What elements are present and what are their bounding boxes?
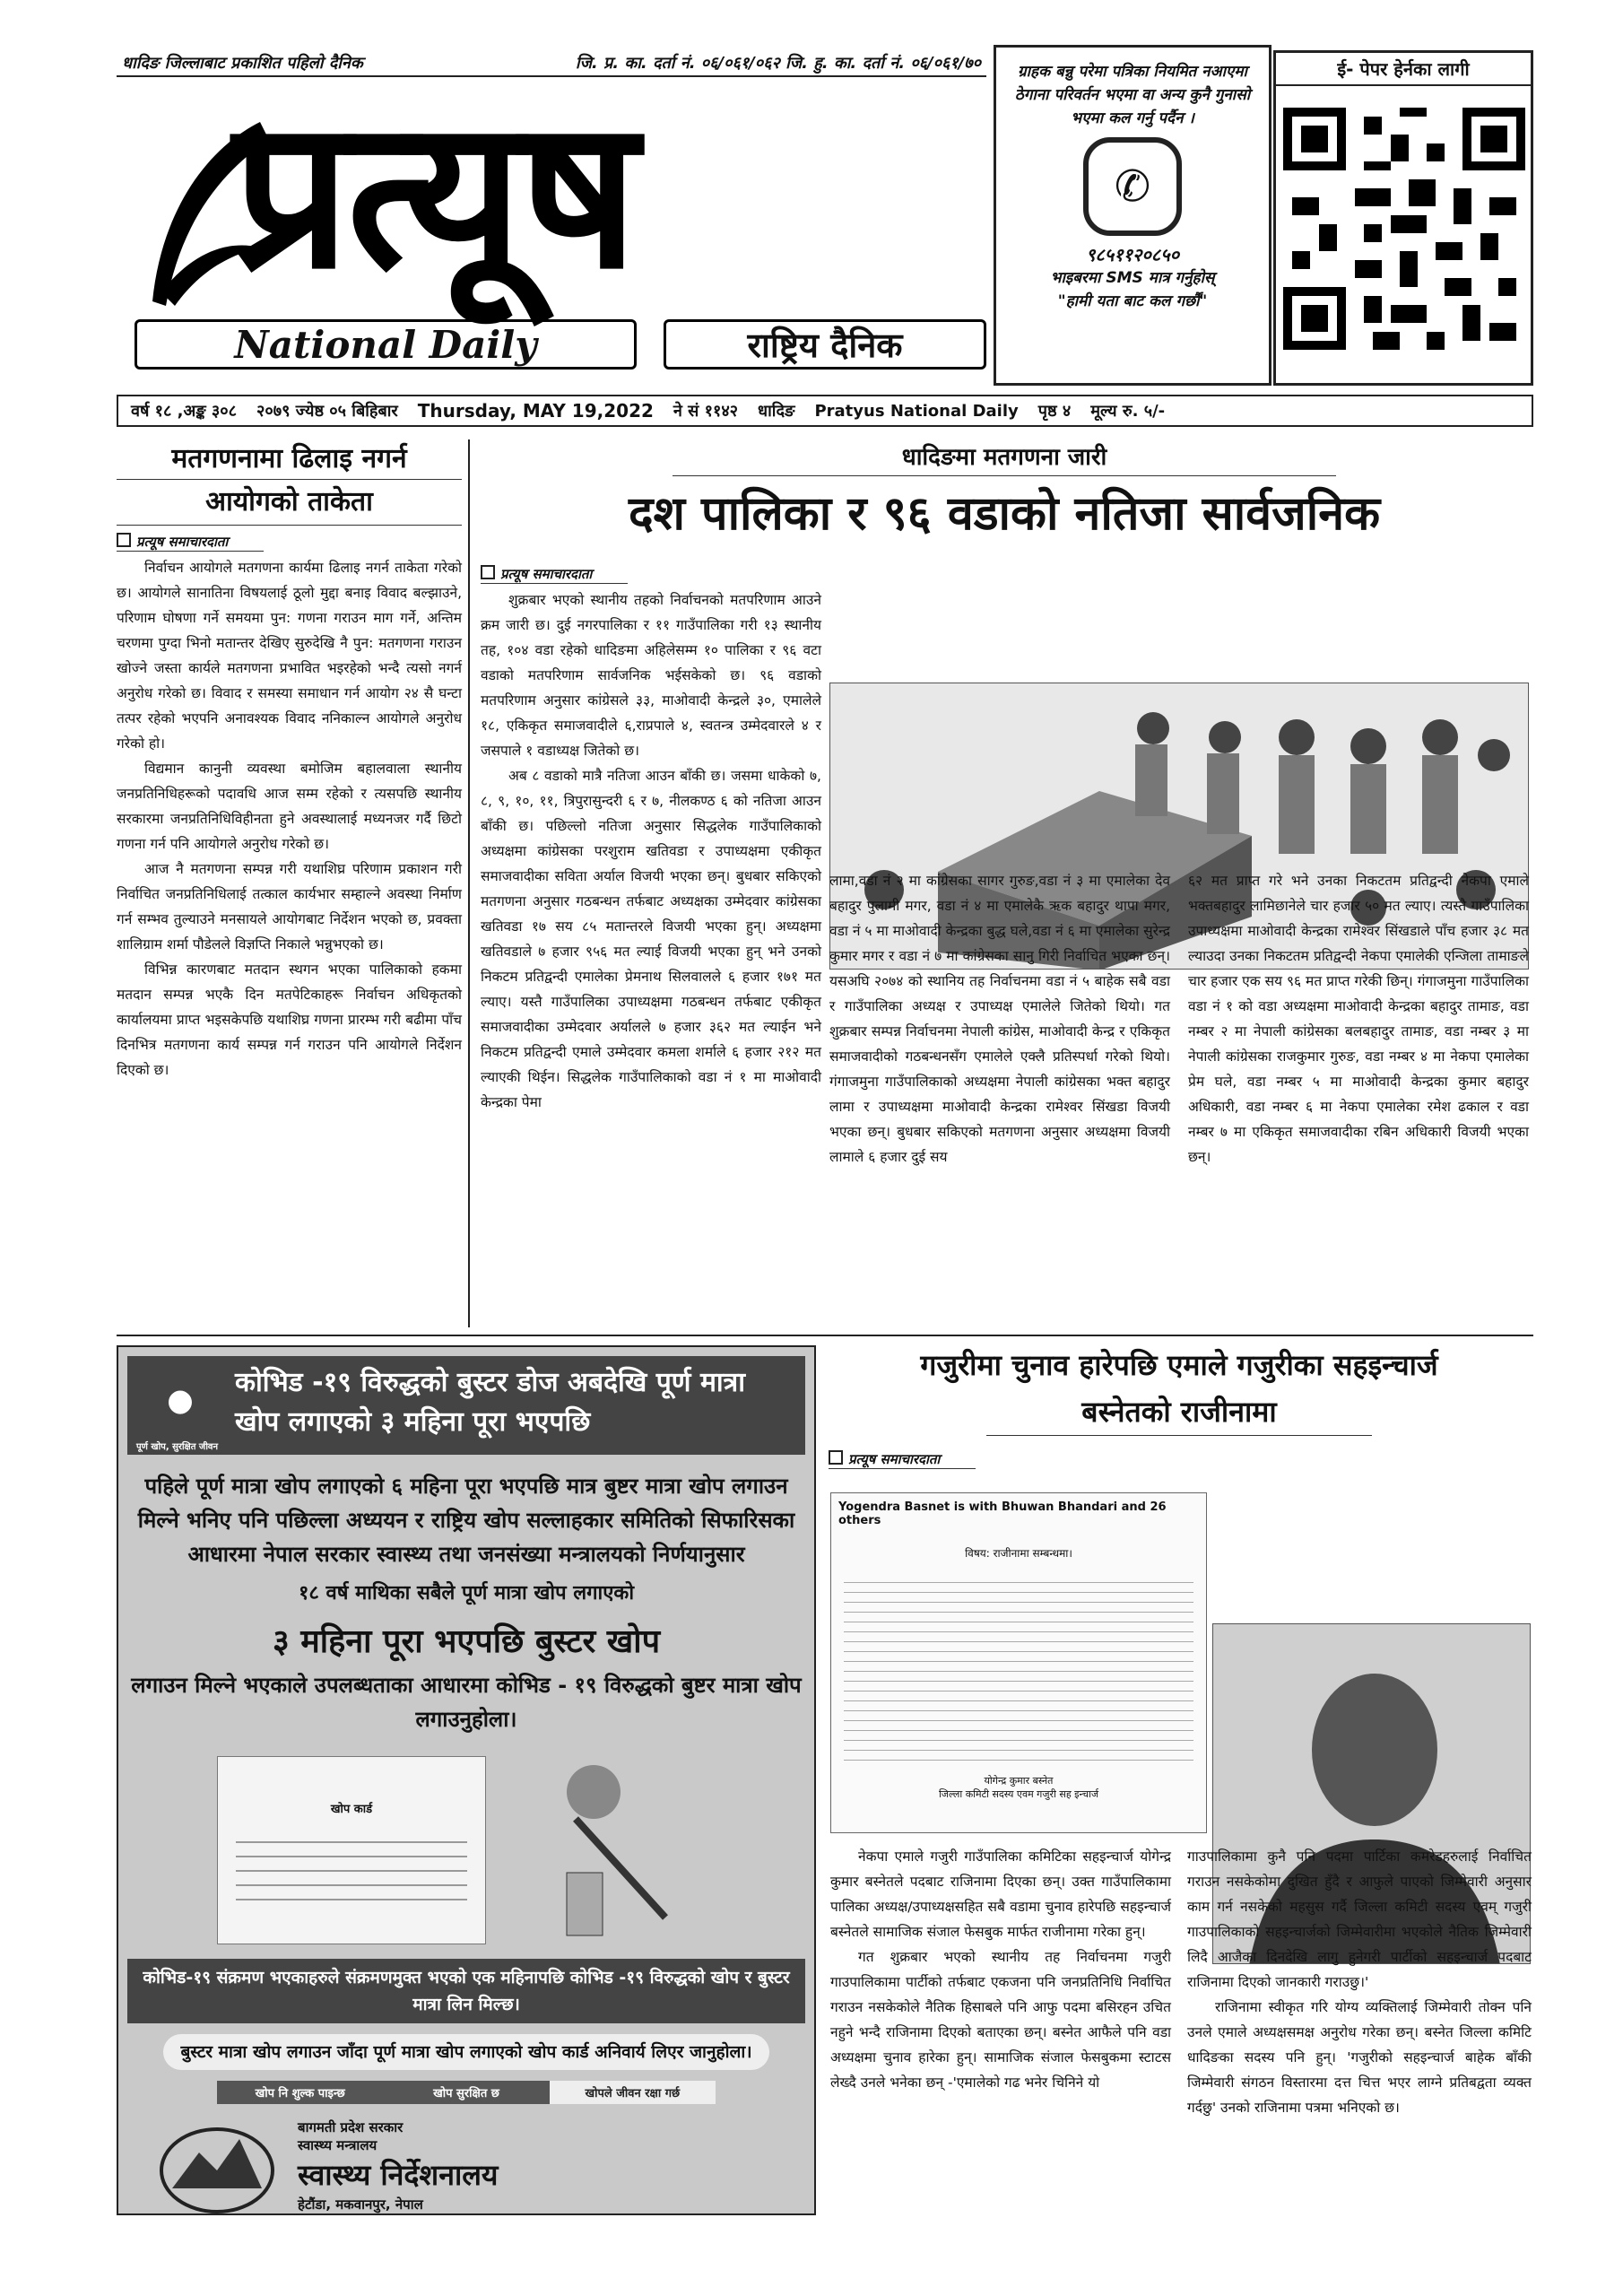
- ad-date: Thursday, MAY 19,2022: [417, 400, 654, 422]
- right-para-1: नेकपा एमाले गजुरी गाउँपालिका कमिटिका सहइन्चार्ज योगेन्द्र कुमार बस्नेतले पदबाट राजिनामा दिएका छन्। उक्त गाउँपालिकामा पालिका अध्यक्ष/उपाध्यक्षसहित सबै वडामा चुनाव हारेपछि सहइन्चार्ज बस्नेतले सामाजिक संजाल फेसबुक मार्फत राजीनामा गरेका हुन्।: [830, 1848, 1171, 1940]
- issue-info-bar: [117, 395, 1533, 427]
- facebook-post-image: [830, 1492, 1207, 1833]
- ad-government-footer: [154, 2117, 778, 2215]
- main-para-2: अब ८ वडाको मात्रै नतिजा आउन बाँकी छ। जसमा धाकेको ७, ८, ९, १०, ११, त्रिपुरासुन्दरी ६ र ७, नीलकण्ठ ६ को नतिजा आउन बाँकी छ। पछिल्लो नतिजा अनुसार सिद्धलेक गाउँपालिकाको अध्यक्षमा कांग्रेसका परशुराम खतिवडा र उपाध्यक्षमा एकीकृत समाजवादीका सविता अर्याल विजयी भएका छन्। बुधबार सकिएको मतगणना अनुसार गठबन्धन तर्फबाट अध्यक्षका उम्मेदवार कांग्रेसका खतिवडा १७ सय ८५ मतान्तरले विजयी भएका हुन्। अध्यक्षमा खतिवडाले ७ हजार ९५६ मत ल्याई विजयी भएका हुन् भने उनको निकटम प्रतिद्वन्दी एमालेका प्रेमनाथ सिलवालले ६ हजार १७१ मत ल्याए। यस्तै गाउँपालिका उपाध्यक्षमा गठबन्धन तर्फबाट एकीकृत समाजवादीका उम्मेदवार अर्यालले ७ हजार ३६२ मत ल्याईन भने निकटम प्रतिद्वन्दी एमाले उम्मेदवार कमला शर्माले ६ हजार २१२ मत ल्याएकी थिईन। सिद्धलेक गाउँपालिकाको वडा नं १ मा माओवादी केन्द्रका पेमा: [481, 768, 821, 1110]
- main-para-4: ६२ मत प्राप्त गरे भने उनका निकटतम प्रतिद्वन्दी नेकपा एमाले भक्तबहादुर लामिछानेले चार हजार ५० मत ल्याए। त्यस्तै गाउँपालिका उपाध्यक्षमा माओवादी केन्द्रका रामेश्वर सिंखडाले पाँच हजार ३८ मत ल्याउदा उनका निकटतम प्रतिद्वन्दी नेकपा एमालेकी एन्जिला तामाङले चार हजार एक सय ९६ मत प्राप्त गरेकी छिन्। गंगाजमुना गाउँपालिका वडा नं १ को वडा अध्यक्षमा माओवादी केन्द्रका बहादुर तामाङ, वडा नम्बर २ मा नेपाली कांग्रेसका बलबहादुर तामाङ, वडा नम्बर ३ मा नेपाली कांग्रेसका राजकुमार गुरुङ, वडा नम्बर ४ मा नेकपा एमालेका प्रेम घले, वडा नम्बर ५ मा माओवादी केन्द्रका कुमार बहादुर अधिकारी, वडा नम्बर ६ मा नेकपा एमालेका रमेश ढकाल र वडा नम्बर ७ मा एकिकृत समाजवादीका रबिन अधिकारी विजयी भएका छन्।: [1188, 873, 1529, 1165]
- masthead-tagline: धादिङ जिल्लाबाट प्रकाशित पहिलो दैनिक: [122, 54, 363, 73]
- page-number: पृष्ठ ४: [1037, 402, 1072, 421]
- slogan-1: खोप नि शुल्क पाइन्छ: [217, 2081, 383, 2104]
- qr-code-icon[interactable]: [1283, 108, 1525, 350]
- ad-para-3: ३ महिना पूरा भएपछि बुस्टर खोप: [272, 1623, 661, 1660]
- fb-post-letter-lines: [844, 1573, 1193, 1761]
- price: मूल्य रु. ५/-: [1090, 402, 1166, 421]
- ad-banner-sub: पूर्ण खोप, सुरक्षित जीवन: [136, 1442, 219, 1452]
- right-para-3: गाउपालिकामा कुनै पनि पदमा पार्टिका कमरेडहरुलाई निर्वाचित गराउन नसकेकोमा दुखित हुँदै र आफुले पाएको जिम्मेवारी अनुसार काम गर्न नसकेको महसुस गर्दै जिल्ला कमिटी सदस्य एवम् गजुरी गाउपालिकाको सहइन्चार्जको जिम्मेवारीमा भएकोले नैतिक जिम्मेवारी लिदै आजैका दिनदेखि लागु हुनेगरी पार्टीको सहइन्चार्ज पदबाट राजिनामा दिएको जानकारी गराउछु।': [1187, 1848, 1532, 1990]
- gov-directorate: स्वास्थ्य निर्देशनालय: [298, 2158, 499, 2192]
- newspaper-logo: प्रत्यूष: [233, 73, 635, 315]
- slogan-3: खोपले जीवन रक्षा गर्छ: [550, 2081, 716, 2104]
- left-para-4: विभिन्न कारणबाट मतदान स्थगन भएका पालिकाको हकमा मतदान सम्पन्न भएकै दिन मतपेटिकाहरू निर्वाचन अधिकृतको कार्यालयमा प्राप्त भइसकेपछि यथाशिघ्र गणना प्रारम्भ गरी बढीमा पाँच दिनभित्र मतगणना कार्य सम्पन्न गर्न गराउन पनि आयोगले निर्देशन दिएको छ।: [117, 961, 462, 1078]
- fb-post-signature: योगेन्द्र कुमार बस्नेत: [984, 1775, 1054, 1787]
- notice-phone: ९८५११२०८५०: [1086, 244, 1179, 265]
- ad-slogan-strip: [217, 2081, 716, 2104]
- right-col-1: [830, 1844, 1171, 2095]
- subscription-notice: [994, 45, 1271, 386]
- fb-post-header: Yogendra Basnet is with Bhuwan Bhandari and 26 others: [838, 1500, 1167, 1527]
- main-kicker: धादिङमा मतगणना जारी: [673, 439, 1336, 476]
- syringe-vial-icon: [540, 1756, 683, 1944]
- right-col-2: [1187, 1844, 1532, 2120]
- ad-visual: [127, 1747, 805, 1953]
- right-headline-1: गजुरीमा चुनाव हारेपछि एमाले गजुरीका सहइन्चार्ज: [920, 1348, 1438, 1382]
- notice-quote: "हामी यता बाट कल गर्छौं": [1057, 292, 1208, 310]
- epaper-title: ई- पेपर हेर्नका लागी: [1276, 53, 1531, 86]
- left-byline: प्रत्यूष समाचारदाता: [117, 533, 264, 552]
- nepal-emblem-icon: [154, 2117, 280, 2215]
- covid-booster-advertisement: [117, 1345, 816, 2215]
- publication-name: Pratyus National Daily: [814, 401, 1019, 421]
- ad-banner: [127, 1356, 805, 1455]
- left-para-2: विद्यमान कानुनी व्यवस्था बमोजिम बहालवाला स्थानीय जनप्रतिनिधिहरूको पदावधि आज सम्म रहेको र त्यसपछि स्थानीय सरकारमा जनप्रतिनिधिविहीनता हुने अवस्थालाई मध्यनजर गर्दै छिटो गणना गर्न पनि आयोगले अनुरोध गरेको छ।: [117, 761, 462, 852]
- notice-text: ग्राहक बन्नु परेमा पत्रिका नियमित नआएमा ठेगाना परिवर्तन भएमा वा अन्य कुनै गुनासो भएमा कल गर्नु पर्दैन ।: [1014, 63, 1251, 127]
- notice-sms: भाइबरमा SMS मात्र गर्नुहोस्: [1050, 269, 1215, 287]
- left-para-3: आज नै मतगणना सम्पन्न गरी यथाशिघ्र परिणाम प्रकाशन गरी निर्वाचित जनप्रतिनिधिलाई तत्काल कार्यभार सम्हाल्ने अवस्था निर्माण गर्न सम्भव तुल्याउने मनसायले आयोगबाट निर्देशन भएको छ, प्रवक्ता शालिग्राम शर्मा पौडेलले विज्ञप्ति निकाले भन्नुभएको छ।: [117, 861, 462, 952]
- ad-para-1: पहिले पूर्ण मात्रा खोप लगाएको ६ महिना पूरा भएपछि मात्र बुष्टर मात्रा खोप लगाउन मिल्ने भनिए पनि पछिल्ला अध्ययन र राष्ट्रिय खोप सल्लाहकार समितिको सिफारिसका आधारमा नेपाल सरकार स्वास्थ्य तथा जनसंख्या मन्त्रालयको निर्णयानुसार: [137, 1474, 795, 1567]
- ad-para-4: लगाउन मिल्ने भएकाले उपलब्धताका आधारमा कोभिड - १९ विरुद्धको बुष्टर मात्रा खोप लगाउनुहोला।: [131, 1673, 802, 1732]
- vaccine-card-label: खोप कार्ड: [330, 1803, 373, 1816]
- right-headline-2: बस्नेतको राजीनामा: [986, 1388, 1372, 1436]
- masthead: [117, 50, 986, 373]
- slogan-2: खोप सुरक्षित छ: [383, 2081, 549, 2104]
- ad-banner-text: कोभिड -१९ विरुद्धको बुस्टर डोज अबदेखि पूर्ण मात्रा खोप लगाएको ३ महिना पूरा भएपछि: [235, 1367, 745, 1438]
- ad-dark-note: कोभिड-१९ संक्रमण भएकाहरुले संक्रमणमुक्त भएको एक महिनापछि कोभिड -१९ विरुद्धको खोप र बुस्टर मात्रा लिन मिल्छ।: [127, 1959, 805, 2023]
- main-headline: दश पालिका र ९६ वडाको नतिजा सार्वजनिक: [628, 487, 1381, 541]
- main-story: [475, 439, 1533, 1336]
- right-story: [825, 1342, 1533, 2221]
- children-icon: ⚫: [159, 1375, 202, 1433]
- nepal-sambat: ने सं ११४२: [673, 402, 739, 421]
- main-para-3: लामा,वडा नं २ मा कांग्रेसका सागर गुरुङ,वडा नं ३ मा एमालेका देव बहादुर पुलामी मगर, वडा नं ४ मा एमालेकै ऋक बहादुर थापा मगर, वडा नं ५ मा माओवादी केन्द्रका बुद्ध घले,वडा नं ६ मा एमालेका सुरेन्द्र कुमार मगर र वडा नं ७ मा कांग्रेसका सानु गिरी निर्वाचित भएका छन्। यसअघि २०७४ को स्थानिय तह निर्वाचनमा वडा नं ५ बाहेक सबै वडा र गाउँपालिका अध्यक्ष र उपाध्यक्ष एमालेले जितेको थियो। गत शुक्रबार सम्पन्न निर्वाचनमा नेपाली कांग्रेस, माओवादी केन्द्र र एकिकृत समाजवादीको गठबन्धनसँग एमालेले एक्लै प्रतिस्पर्धा गरेको थियो। गंगाजमुना गाउँपालिकाको अध्यक्षमा नेपाली कांग्रेसका भक्त बहादुर लामा र उपाध्यक्षमा माओवादी केन्द्रका रामेश्वर सिंखडा विजयी भएका छन्। बुधबार सकिएको मतगणना अनुसार अध्यक्षमा विजयी लामाले ६ हजार दुई सय: [829, 873, 1170, 1165]
- section-divider: [117, 1335, 1533, 1336]
- fb-post-subject: विषय: राजीनामा सम्बन्धमा।: [965, 1547, 1072, 1560]
- column-divider: [468, 439, 470, 1327]
- main-byline: प्रत्यूष समाचारदाता: [481, 565, 628, 584]
- volume-issue: वर्ष १८ ,अङ्क ३०८: [131, 402, 237, 421]
- gov-address: हेटौंडा, मकवानपुर, नेपाल: [298, 2196, 423, 2213]
- right-para-2: गत शुक्रबार भएको स्थानीय तह निर्वाचनमा गजुरी गाउपालिकामा पार्टीको तर्फबाट एकजना पनि जनप्रतिनिधि निर्वाचित गराउन नसकेकोले नैतिक हिसाबले पनि आफु पदमा बसिरहन उचित नहुने भन्दै राजिनामा दिएको बताएका छन्। बस्नेत आफैले पनि वडा अध्यक्षमा चुनाव हारेका हुन्। सामाजिक संजाल फेसबुकमा स्टाटस लेख्दै उनले भनेका छन् -'एमालेको गढ भनेर चिनिने यो: [830, 1949, 1171, 2091]
- registration-info: जि. प्र. का. दर्ता नं. ०६/०६१/०६२ जि. हु. का. दर्ता नं. ०६/०६१/७०: [575, 54, 981, 73]
- bs-date: २०७९ ज्येष्ठ ०५ बिहिबार: [256, 402, 398, 421]
- gov-ministry: स्वास्थ्य मन्त्रालय: [298, 2137, 378, 2153]
- place: धादिङ: [758, 402, 795, 421]
- ad-card-note: बुस्टर मात्रा खोप लगाउन जाँदा पूर्ण मात्रा खोप लगाएको खोप कार्ड अनिवार्य लिएर जानुहोला।: [163, 2034, 769, 2070]
- rastriya-dainik-label: राष्ट्रिय दैनिक: [664, 319, 986, 370]
- left-headline-2: आयोगको ताकेता: [117, 479, 462, 526]
- vaccine-card-image: [217, 1756, 486, 1944]
- left-para-1: निर्वाचन आयोगले मतगणना कार्यमा ढिलाइ नगर्न ताकेता गरेको छ। आयोगले सानातिना विषयलाई ठूलो मुद्दा बनाइ विवाद बल्झाउने, परिणाम घोषणा गर्ने समयमा पुन: गणना गराउन माग गर्ने, अन्तिम चरणमा पुग्दा भिनो मतान्तर देखिए सुरुदेखि नै पुन: मतगणना गराउन खोज्ने जस्ता कार्यले मतगणना प्रभावित भइरहेको भन्दै त्यसो नगर्न अनुरोध गरेको छ। विवाद र समस्या समाधान गर्न आयोग २४ सै घन्टा तत्पर रहेको भएपनि अनावश्यक विवाद ननिकाल्न आयोगले अनुरोध गरेको हो।: [117, 560, 462, 752]
- viber-phone-icon: ✆: [1083, 137, 1182, 236]
- ad-para-2: १८ वर्ष माथिका सबैले पूर्ण मात्रा खोप लगाएको: [298, 1582, 635, 1605]
- main-col-1: [481, 565, 821, 1115]
- epaper-qr-box: [1273, 50, 1533, 386]
- gov-province: बागमती प्रदेश सरकार: [298, 2119, 404, 2135]
- fb-post-signature-title: जिल्ला कमिटी सदस्य एवम गजुरी सह इन्चार्ज: [938, 1788, 1099, 1800]
- main-para-1: शुक्रबार भएको स्थानीय तहको निर्वाचनको मतपरिणाम आउने क्रम जारी छ। दुई नगरपालिका र ११ गाउँपालिका गरी १३ स्थानीय तह, १०४ वडा रहेको धादिङमा अहिलेसम्म १० पालिका र ९६ वटा वडाको मतपरिणाम सार्वजनिक भईसकेको छ। ९६ वडाको मतपरिणाम अनुसार कांग्रेसले ३३, माओवादी केन्द्रले ३०, एमालेले १८, एकिकृत समाजवादीले ६,राप्रपाले ४, स्वतन्त्र उम्मेदवारले ४ र जसपाले १ वडाध्यक्ष जितेको छ।: [481, 592, 821, 759]
- left-story: [117, 439, 462, 1327]
- right-byline: प्रत्यूष समाचारदाता: [829, 1450, 976, 1469]
- card-lines: [236, 1829, 467, 1900]
- right-para-4: राजिनामा स्वीकृत गरि योग्य व्यक्तिलाई जिम्मेवारी तोक्न पनि उनले एमाले अध्यक्षसमक्ष अनुरोध गरेका छन्। बस्नेत जिल्ला कमिटि धादिङका सदस्य पनि हुन्। 'गजुरीको सहइन्चार्ज बाहेक बाँकी जिम्मेवारी संगठन विस्तारमा दत्त चित्त भएर लाग्ने प्रतिबद्वता व्यक्त गर्दछु' उनको राजिनामा पत्रमा भनिएको छ।: [1187, 1999, 1532, 2116]
- national-daily-label: National Daily: [135, 319, 637, 370]
- left-headline-1: मतगणनामा ढिलाइ नगर्न: [171, 443, 407, 474]
